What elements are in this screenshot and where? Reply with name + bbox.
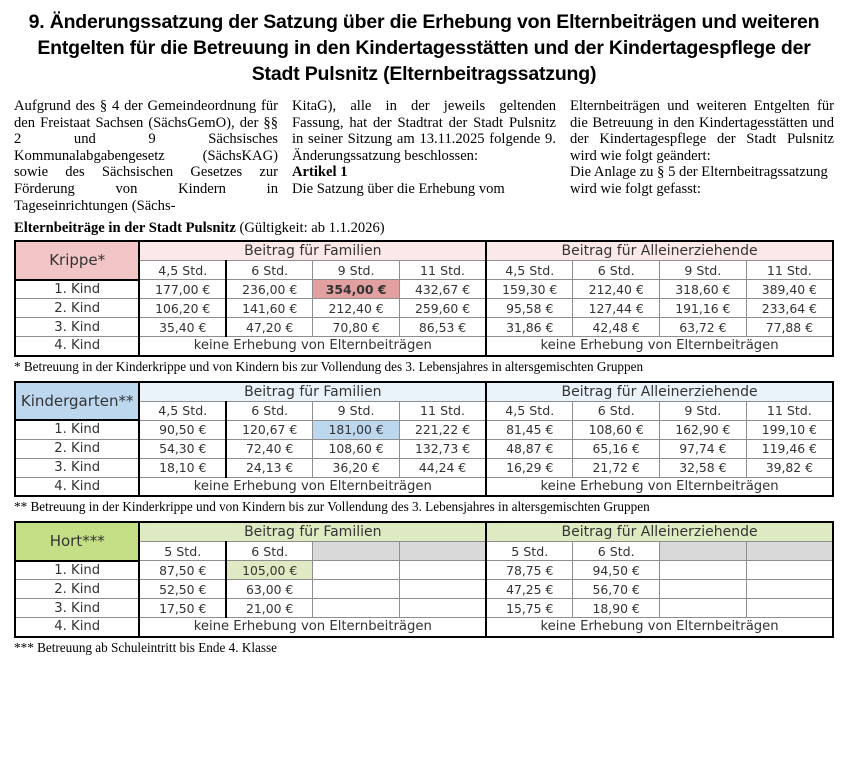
hours-header-families-4 [399,542,486,561]
fee-cell-families-3-1: 17,50 € [139,599,226,618]
table-row [15,439,833,458]
fee-cell-families-3-3 [313,599,400,618]
fee-cell-single-1-3: 318,60 € [660,280,747,299]
fee-cell-single-2-3 [660,580,747,599]
row-label-1: 1. Kind [15,561,139,580]
fee-cell-families-3-3: 36,20 € [313,458,400,477]
fee-cell-single-2-3: 191,16 € [660,299,747,318]
table-row [15,318,833,337]
fee-cell-families-2-1: 106,20 € [139,299,226,318]
footnote-krippe: * Betreuung in der Kinderkrippe und von Kindern bis zur Vollendung des 3. Lebensjahres in altersgemischten Gruppen [14,358,644,374]
row-label-2: 2. Kind [15,299,139,318]
hours-header-families-3: 9 Std. [313,261,400,280]
table-row [15,299,833,318]
fee-cell-single-2-1: 95,58 € [486,299,573,318]
fee-cell-families-3-1: 18,10 € [139,458,226,477]
fee-cell-families-2-2: 141,60 € [226,299,313,318]
fee-cell-families-1-4 [399,561,486,580]
table-no-fee-row [15,337,833,356]
table-group-header-row [15,382,833,402]
fee-table-wrap-kindergarten [14,381,834,498]
intro-column-1 [14,98,278,214]
fee-cell-families-3-3: 70,80 € [313,318,400,337]
fee-cell-single-3-1: 16,29 € [486,458,573,477]
no-fee-families: keine Erhebung von Elternbeiträgen [139,337,486,356]
fee-cell-families-2-2: 72,40 € [226,439,313,458]
intro-columns [14,98,834,214]
fee-cell-single-1-4: 389,40 € [746,280,833,299]
fee-cell-single-3-1: 31,86 € [486,318,573,337]
hours-header-families-2: 6 Std. [226,542,313,561]
table-row [15,561,833,580]
page-title: 9. Änderungssatzung der Satzung über die Erhebung von Elternbeiträgen und weiteren Entgelten für die Betreuung in den Kindertagesstätten und der Kindertagespflege der Stadt Pulsnitz (Elternbeitragssatzung) [28,11,820,85]
hours-header-single-1: 5 Std. [486,542,573,561]
fee-cell-single-1-3 [660,561,747,580]
fee-cell-families-1-2: 120,67 € [226,420,313,439]
hours-header-families-1: 4,5 Std. [139,401,226,420]
fee-cell-families-2-1: 54,30 € [139,439,226,458]
fee-cell-single-2-2: 127,44 € [573,299,660,318]
fee-cell-single-3-1: 15,75 € [486,599,573,618]
fee-cell-single-2-4: 119,46 € [746,439,833,458]
group-header-families-kindergarten: Beitrag für Familien [139,382,486,402]
fee-cell-families-1-2: 105,00 € [226,561,313,580]
fee-cell-single-1-2: 94,50 € [573,561,660,580]
fee-cell-families-1-3: 354,00 € [313,280,400,299]
fee-cell-single-2-2: 56,70 € [573,580,660,599]
fee-cell-single-3-3 [660,599,747,618]
fee-cell-single-1-1: 81,45 € [486,420,573,439]
fee-tables-host [0,240,848,655]
hours-header-single-4 [746,542,833,561]
table-corner-label-kindergarten: Kindergarten** [15,382,139,421]
fee-cell-families-3-2: 47,20 € [226,318,313,337]
hours-header-families-1: 4,5 Std. [139,261,226,280]
hours-header-families-1: 5 Std. [139,542,226,561]
table-corner-label-krippe: Krippe* [15,241,139,280]
no-fee-families: keine Erhebung von Elternbeiträgen [139,477,486,496]
intro-column-2-text-a: KitaG), alle in der jeweils geltenden Fassung, hat der Stadtrat der Stadt Pulsnitz in seiner Sitzung am 13.11.2025 folgende 9. Änderungssatzung beschlossen: [292,98,556,164]
fee-table-caption [14,220,834,237]
table-row [15,599,833,618]
fee-table-hort [14,521,834,638]
fee-table-caption-bold: Elternbeiträge in der Stadt Pulsnitz [14,220,236,237]
fee-cell-families-1-1: 90,50 € [139,420,226,439]
fee-cell-families-2-3 [313,580,400,599]
fee-cell-single-3-4 [746,599,833,618]
row-label-2: 2. Kind [15,439,139,458]
table-group-header-row [15,522,833,542]
fee-cell-families-3-4: 44,24 € [399,458,486,477]
fee-table-krippe [14,240,834,357]
fee-cell-single-1-1: 159,30 € [486,280,573,299]
table-row [15,280,833,299]
fee-cell-families-3-2: 24,13 € [226,458,313,477]
table-corner-label-hort: Hort*** [15,522,139,561]
table-row [15,420,833,439]
fee-table-caption-validity: (Gültigkeit: ab 1.1.2026) [235,220,385,237]
fee-cell-single-3-3: 63,72 € [660,318,747,337]
no-fee-single: keine Erhebung von Elternbeiträgen [486,477,833,496]
fee-cell-families-1-4: 432,67 € [399,280,486,299]
fee-cell-single-2-1: 48,87 € [486,439,573,458]
no-fee-families: keine Erhebung von Elternbeiträgen [139,618,486,637]
group-header-families-krippe: Beitrag für Familien [139,241,486,261]
article-heading: Artikel 1 [292,164,348,181]
hours-header-families-3: 9 Std. [313,401,400,420]
hours-header-single-4: 11 Std. [746,401,833,420]
fee-cell-families-2-3: 108,60 € [313,439,400,458]
hours-header-families-4: 11 Std. [399,401,486,420]
fee-cell-families-3-1: 35,40 € [139,318,226,337]
group-header-single-parents-hort: Beitrag für Alleinerziehende [486,522,833,542]
fee-cell-families-1-2: 236,00 € [226,280,313,299]
fee-cell-families-2-3: 212,40 € [313,299,400,318]
fee-cell-families-2-4: 132,73 € [399,439,486,458]
fee-cell-families-1-3 [313,561,400,580]
hours-header-families-2: 6 Std. [226,261,313,280]
footnote-kindergarten: ** Betreuung in der Kinderkrippe und von Kindern bis zur Vollendung des 3. Lebensjahres in altersgemischten Gruppen [14,499,650,515]
hours-header-single-3: 9 Std. [660,401,747,420]
fee-cell-single-3-4: 39,82 € [746,458,833,477]
fee-cell-families-2-1: 52,50 € [139,580,226,599]
hours-header-single-3: 9 Std. [660,261,747,280]
row-label-3: 3. Kind [15,318,139,337]
row-label-3: 3. Kind [15,458,139,477]
hours-header-families-4: 11 Std. [399,261,486,280]
row-label-2: 2. Kind [15,580,139,599]
fee-cell-families-1-4: 221,22 € [399,420,486,439]
fee-cell-single-3-4: 77,88 € [746,318,833,337]
hours-header-single-2: 6 Std. [573,261,660,280]
table-group-header-row [15,241,833,261]
hours-header-families-3 [313,542,400,561]
fee-cell-single-3-2: 18,90 € [573,599,660,618]
table-no-fee-row [15,477,833,496]
fee-cell-families-2-4 [399,580,486,599]
hours-header-single-2: 6 Std. [573,542,660,561]
table-row [15,580,833,599]
fee-cell-single-3-2: 21,72 € [573,458,660,477]
no-fee-single: keine Erhebung von Elternbeiträgen [486,618,833,637]
fee-table-wrap-hort [14,521,834,638]
row-label-1: 1. Kind [15,420,139,439]
document-page [0,9,848,777]
hours-header-single-1: 4,5 Std. [486,401,573,420]
row-label-4: 4. Kind [15,618,139,637]
hours-header-families-2: 6 Std. [226,401,313,420]
fee-cell-single-1-3: 162,90 € [660,420,747,439]
fee-cell-families-1-1: 87,50 € [139,561,226,580]
fee-table-kindergarten [14,381,834,498]
fee-cell-families-3-2: 21,00 € [226,599,313,618]
row-label-4: 4. Kind [15,337,139,356]
fee-cell-single-1-2: 108,60 € [573,420,660,439]
fee-cell-families-1-1: 177,00 € [139,280,226,299]
fee-cell-single-2-1: 47,25 € [486,580,573,599]
fee-cell-single-3-2: 42,48 € [573,318,660,337]
intro-column-2 [292,98,556,214]
footnote-hort: *** Betreuung ab Schuleintritt bis Ende 4. Klasse [14,639,277,655]
row-label-1: 1. Kind [15,280,139,299]
intro-column-3 [570,98,834,214]
table-row [15,458,833,477]
fee-cell-single-1-4 [746,561,833,580]
fee-cell-families-2-4: 259,60 € [399,299,486,318]
fee-cell-single-2-4 [746,580,833,599]
fee-cell-families-3-4 [399,599,486,618]
hours-header-single-4: 11 Std. [746,261,833,280]
table-no-fee-row [15,618,833,637]
fee-cell-single-1-1: 78,75 € [486,561,573,580]
fee-cell-families-2-2: 63,00 € [226,580,313,599]
fee-cell-single-1-2: 212,40 € [573,280,660,299]
fee-table-wrap-krippe [14,240,834,357]
fee-cell-single-2-4: 233,64 € [746,299,833,318]
fee-cell-single-3-3: 32,58 € [660,458,747,477]
hours-header-single-3 [660,542,747,561]
fee-cell-families-1-3: 181,00 € [313,420,400,439]
group-header-single-parents-kindergarten: Beitrag für Alleinerziehende [486,382,833,402]
row-label-3: 3. Kind [15,599,139,618]
intro-column-2-text-b: Die Satzung über die Erhebung vom [292,180,505,197]
no-fee-single: keine Erhebung von Elternbeiträgen [486,337,833,356]
intro-column-1-text: Aufgrund des § 4 der Gemeindeordnung für den Freistaat Sachsen (SächsGemO), der §§ 2 und 9 Sächsisches Kommunalabgabengesetz (SächsKAG) sowie des Sächsischen Gesetzes zur Förderung von Kindern in Tageseinrichtungen (Sächs- [14,98,278,214]
group-header-families-hort: Beitrag für Familien [139,522,486,542]
row-label-4: 4. Kind [15,477,139,496]
group-header-single-parents-krippe: Beitrag für Alleinerziehende [486,241,833,261]
intro-column-3-text-a: Elternbeiträgen und weiteren Entgelten für die Betreuung in den Kindertagesstätten und der Kindertagespflege der Stadt Pulsnitz wird wie folgt geändert: [570,98,834,164]
fee-cell-families-3-4: 86,53 € [399,318,486,337]
intro-column-3-text-b: Die Anlage zu § 5 der Elternbeitragssatzung wird wie folgt gefasst: [570,164,828,197]
fee-cell-single-2-2: 65,16 € [573,439,660,458]
fee-cell-single-1-4: 199,10 € [746,420,833,439]
hours-header-single-1: 4,5 Std. [486,261,573,280]
fee-cell-single-2-3: 97,74 € [660,439,747,458]
hours-header-single-2: 6 Std. [573,401,660,420]
